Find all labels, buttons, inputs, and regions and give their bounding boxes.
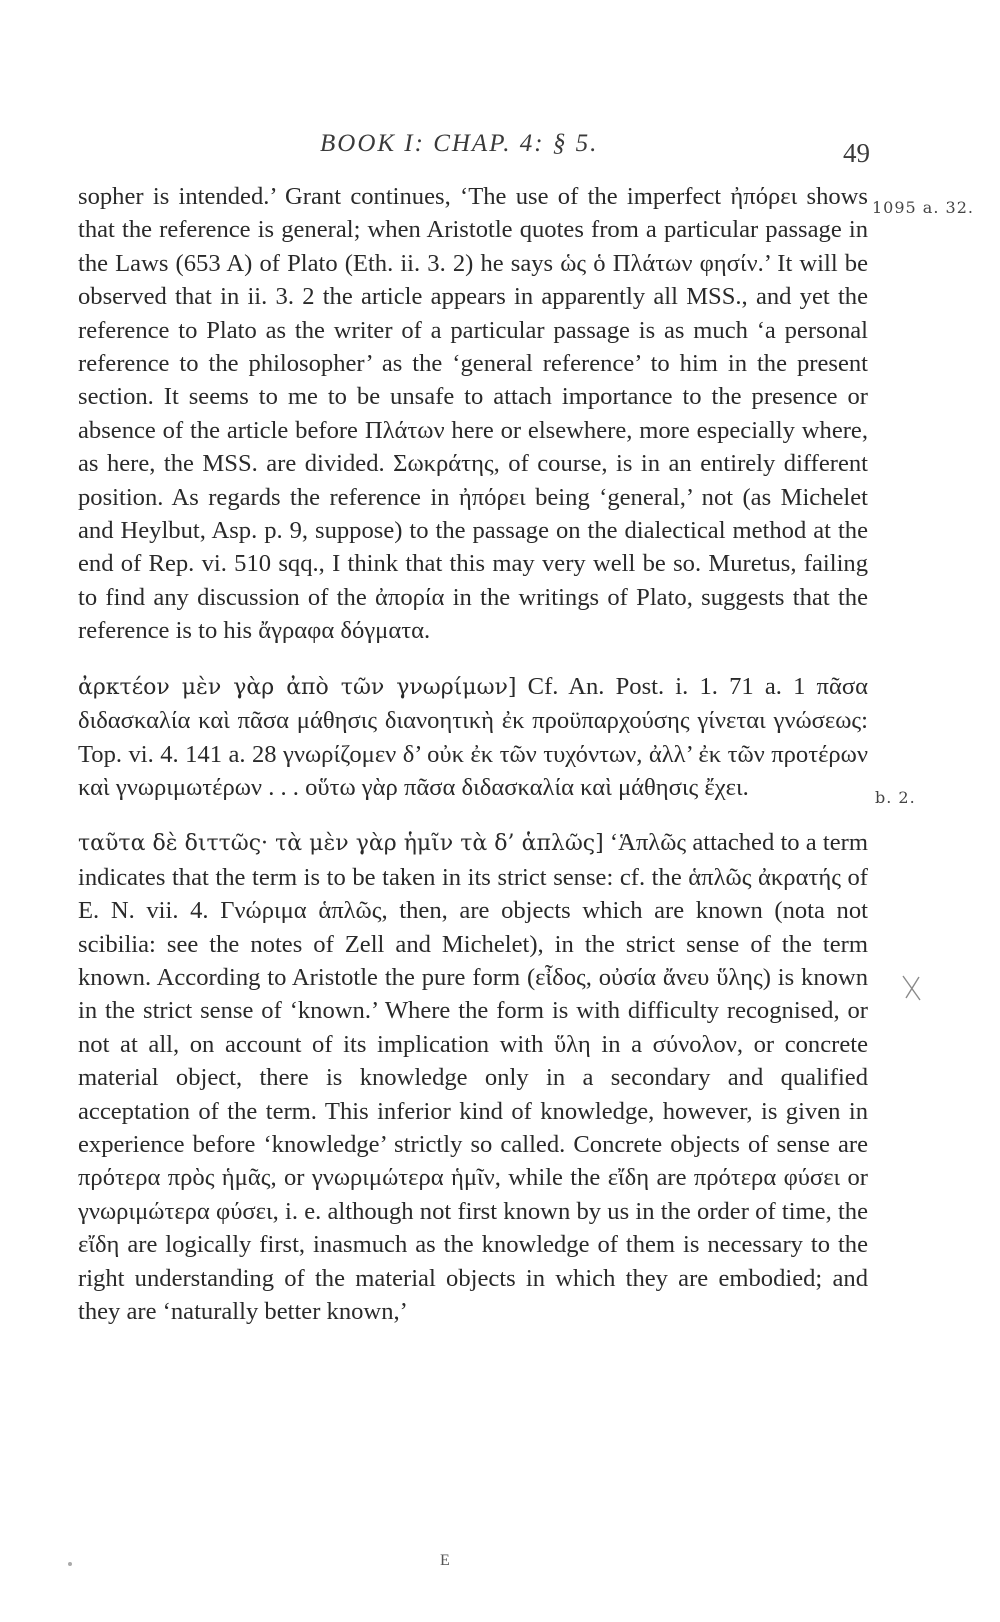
page-number: 49 [843,138,870,168]
margin-line-reference: 1095 a. 32. [872,198,974,217]
commentary-note [78,826,868,1328]
pencil-x-icon [900,974,924,1002]
page-header [80,126,870,174]
running-title: BOOK I: CHAP. 4: § 5. [320,130,599,157]
lemma: ἀρκτέον μὲν γὰρ ἀπὸ τῶν γνωρίμων] [78,674,517,700]
signature-mark: E [440,1552,450,1569]
commentary-note [78,670,868,805]
note-text: ‘Ἁπλῶς attached to a term indicates that the term is to be taken in its strict sense: cf. the ἁπλῶς ἀκρατής of E. N. vii. 4. Γνώριμα ἁπλῶς, then, are objects which are known (nota not scibilia: see the notes of Zell and Michelet), in the strict sense of the term known. According to Aristotle the pure form (εἶδος, οὐσία ἄνευ ὕλης) is known in the strict sense of ‘known.’ Where the form is with difficulty recognised, or not at all, on account of its implication with ὕλη in a σύνολον, or concrete material object, there is knowledge only in a secondary and qualified acceptation of the term. This inferior kind of knowledge, however, is given in experience before ‘knowledge’ strictly so called. Concrete objects of sense are πρότερα πρὸς ἡμᾶς, or γνωριμώτερα ἡμῖν, while the εἴδη are πρότερα φύσει or γνωριμώτερα φύσει, i. e. although not first known by us in the order of time, the εἴδη are logically first, inasmuch as the knowledge of them is necessary to the right understanding of the material objects in which they are embodied; and they are ‘naturally better known,’ [78,829,868,1325]
lemma: ταῦτα δὲ διττῶς· τὰ μὲν γὰρ ἡμῖν τὰ δ’ ἁπλῶς] [78,831,604,857]
paragraph: sopher is intended.’ Grant continues, ‘The use of the imperfect ἠπόρει shows that the reference is general; when Aristotle quotes from a particular passage in the Laws (653 A) of Plato (Eth. ii. 3. 2) he says ὡς ὁ Πλάτων φησίν.’ It will be observed that in ii. 3. 2 the article appears in apparently all MSS., and yet the reference to Plato as the writer of a particular passage is as much ‘a personal reference to the philosopher’ as the ‘general reference’ to him in the present section. It seems to me to be unsafe to attach importance to the presence or absence of the article before Πλάτων here or elsewhere, more especially where, as here, the MSS. are divided. Σωκράτης, of course, is in an entirely different position. As regards the reference in ἠπόρει being ‘general,’ not (as Michelet and Heylbut, Asp. p. 9, suppose) to the passage on the dialectical method at the end of Rep. vi. 510 sqq., I think that this may very well be so. Muretus, failing to find any discussion of the ἀπορία in the writings of Plato, suggests that the reference is to his ἄγραφα δόγματα. [78,183,868,645]
margin-line-reference: b. 2. [875,788,916,807]
note-text: Cf. An. Post. i. 1. 71 a. 1 πᾶσα διδασκαλία καὶ πᾶσα μάθησις διανοητικὴ ἐκ προϋπαρχούσης γίνεται γνώσεως: Top. vi. 4. 141 a. 28 γνωρίζομεν δ’ οὐκ ἐκ τῶν τυχόντων, ἀλλ’ ἐκ τῶν προτέρων καὶ γνωριμωτέρων . . . οὕτω γὰρ πᾶσα διδασκαλία καὶ μάθησις ἔχει. [78,672,869,801]
commentary-body [78,180,868,1328]
ink-dot [68,1562,72,1566]
pencil-mark [900,974,924,1007]
